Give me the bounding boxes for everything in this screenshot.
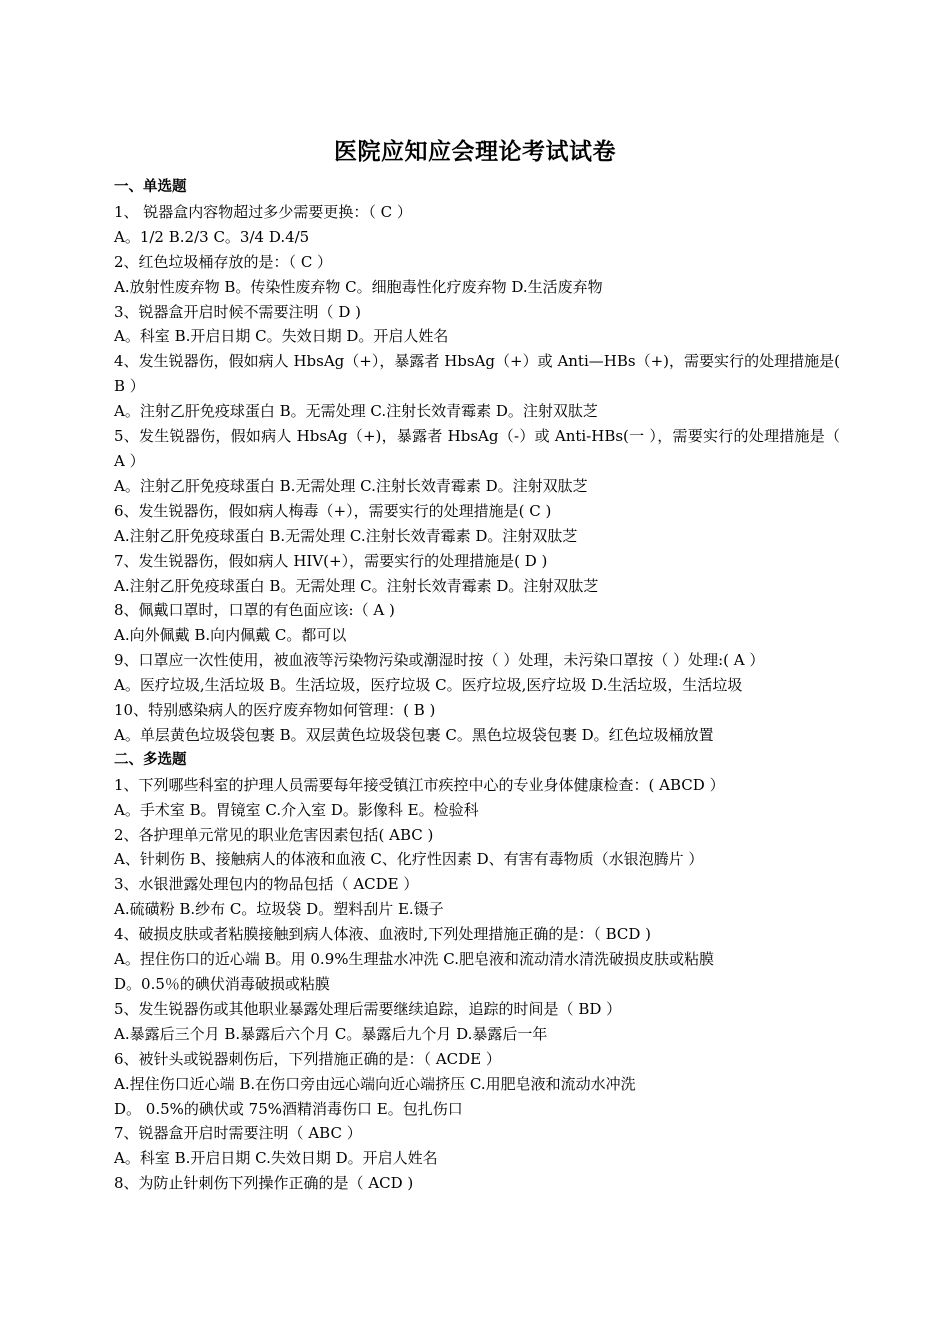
options-line: A。科室 B.开启日期 C.失效日期 D。开启人姓名 [114, 1149, 438, 1168]
question-line: 6、被针头或锐器刺伤后，下列措施正确的是：（ ACDE ） [114, 1049, 501, 1068]
question-line: 8、佩戴口罩时，口罩的有色面应该:（ A ) [114, 601, 395, 620]
options-line: A。注射乙肝免疫球蛋白 B.无需处理 C.注射长效青霉素 D。注射双肽芝 [114, 476, 588, 495]
options-line: A.注射乙肝免疫球蛋白 B.无需处理 C.注射长效青霉素 D。注射双肽芝 [114, 526, 578, 545]
options-line: A、针刺伤 B、接触病人的体液和血液 C、化疗性因素 D、有害有毒物质（水银泡腾片 ） [114, 850, 704, 869]
question-line: 7、锐器盒开启时需要注明（ ABC ） [114, 1124, 362, 1143]
options-line: A.放射性废弃物 B。传染性废弃物 C。细胞毒性化疗废弃物 D.生活废弃物 [114, 277, 603, 296]
options-line: D。0.5％的碘伏消毒破损或粘膜 [114, 975, 330, 993]
question-line: 5、发生锐器伤，假如病人 HbsAg（+)，暴露者 HbsAg（-）或 Anti-HBs(一 ），需要实行的处理措施是（ A ） [114, 427, 840, 470]
section-heading-multiple-choice: 二、多选题 [114, 751, 187, 768]
options-line: A.暴露后三个月 B.暴露后六个月 C。暴露后九个月 D.暴露后一年 [114, 1024, 548, 1043]
options-line: A。单层黄色垃圾袋包裹 B。双层黄色垃圾袋包裹 C。黑色垃圾袋包裹 D。红色垃圾桶放置 [114, 725, 714, 744]
question-line: 4、发生锐器伤，假如病人 HbsAg（+），暴露者 HbsAg（+）或 Anti—HBs（+)，需要实行的处理措施是( B ） [114, 352, 840, 396]
question-line: 2、红色垃圾桶存放的是：（ C ） [114, 252, 333, 271]
options-line: A。手术室 B。胃镜室 C.介入室 D。影像科 E。检验科 [114, 800, 479, 819]
options-line: A。捏住伤口的近心端 B。用 0.9%生理盐水冲洗 C.肥皂液和流动清水清洗破损皮肤或粘膜 [114, 950, 714, 969]
exam-content [114, 175, 840, 1196]
page-title: 医院应知应会理论考试试卷 [334, 139, 616, 165]
options-line: A.向外佩戴 B.向内佩戴 C。都可以 [114, 626, 347, 645]
options-line: A。注射乙肝免疫球蛋白 B。无需处理 C.注射长效青霉素 D。注射双肽芝 [114, 402, 598, 421]
options-line: A.捏住伤口近心端 B.在伤口旁由远心端向近心端挤压 C.用肥皂液和流动水冲洗 [114, 1074, 636, 1093]
options-line: A。医疗垃圾,生活垃圾 B。生活垃圾，医疗垃圾 C。医疗垃圾,医疗垃圾 D.生活垃圾，生活垃圾 [114, 676, 743, 695]
question-line: 9、口罩应一次性使用，被血液等污染物污染或潮湿时按（ ）处理，未污染口罩按（ ）处理:( A ） [114, 651, 765, 670]
options-line: A。1/2 B.2/3 C。3/4 D.4/5 [114, 227, 310, 246]
question-line: 1、 锐器盒内容物超过多少需要更换：（ C ） [114, 202, 412, 221]
question-line: 2、各护理单元常见的职业危害因素包括( ABC ) [114, 825, 434, 844]
options-line: D。 0.5%的碘伏或 75%酒精消毒伤口 E。包扎伤口 [114, 1099, 463, 1118]
options-line: A。科室 B.开启日期 C。失效日期 D。开启人姓名 [114, 327, 449, 346]
question-line: 8、为防止针刺伤下列操作正确的是（ ACD ) [114, 1174, 414, 1193]
section-heading-single-choice: 一、单选题 [114, 179, 187, 195]
question-line: 3、锐器盒开启时候不需要注明（ D ) [114, 302, 361, 321]
question-line: 10、特别感染病人的医疗废弃物如何管理：( B ) [114, 701, 436, 720]
question-line: 4、破损皮肤或者粘膜接触到病人体液、血液时,下列处理措施正确的是：（ BCD ) [114, 925, 652, 944]
question-line: 6、发生锐器伤，假如病人梅毒（+），需要实行的处理措施是( C ) [114, 501, 552, 520]
question-line: 5、发生锐器伤或其他职业暴露处理后需要继续追踪，追踪的时间是（ BD ） [114, 999, 622, 1018]
options-line: A.注射乙肝免疫球蛋白 B。无需处理 C。注射长效青霉素 D。注射双肽芝 [114, 576, 599, 595]
question-line: 7、发生锐器伤，假如病人 HIV(+），需要实行的处理措施是( D ) [114, 551, 548, 570]
question-line: 1、下列哪些科室的护理人员需要每年接受镇江市疾控中心的专业身体健康检查：( ABCD ） [114, 775, 725, 794]
options-line: A.硫磺粉 B.纱布 C。垃圾袋 D。塑料刮片 E.镊子 [114, 900, 444, 919]
question-line: 3、水银泄露处理包内的物品包括（ ACDE ） [114, 875, 419, 894]
